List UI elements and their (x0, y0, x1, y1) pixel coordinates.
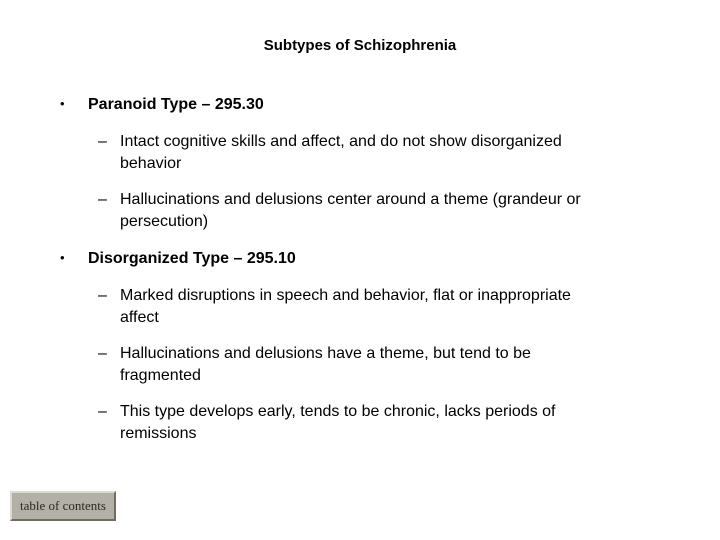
bullet-glyph: • (60, 250, 65, 265)
point-disorganized-3 (120, 401, 660, 445)
dash-glyph: – (98, 133, 107, 150)
dash-glyph: – (98, 191, 107, 208)
point-line: Hallucinations and delusions have a theme, but tend to be (120, 345, 531, 362)
dash-glyph: – (98, 345, 107, 362)
section-heading-paranoid: Paranoid Type – 295.30 (88, 96, 264, 113)
point-line: affect (120, 309, 159, 326)
point-line: Marked disruptions in speech and behavior, flat or inappropriate (120, 287, 571, 304)
slide-title: Subtypes of Schizophrenia (263, 37, 457, 54)
point-line: fragmented (120, 367, 201, 384)
point-disorganized-1 (120, 285, 660, 329)
point-line: This type develops early, tends to be chronic, lacks periods of (120, 403, 556, 420)
point-disorganized-2 (120, 343, 660, 387)
section-heading-disorganized: Disorganized Type – 295.10 (88, 250, 296, 267)
table-of-contents-button[interactable]: table of contents (10, 491, 116, 521)
point-line: Intact cognitive skills and affect, and do not show disorganized (120, 133, 562, 150)
point-line: remissions (120, 425, 197, 442)
point-line: persecution) (120, 213, 209, 230)
point-paranoid-2 (120, 189, 660, 233)
dash-glyph: – (98, 287, 107, 304)
dash-glyph: – (98, 403, 107, 420)
point-line: behavior (120, 155, 182, 172)
bullet-glyph: • (60, 96, 65, 111)
point-paranoid-1 (120, 131, 660, 175)
point-line: Hallucinations and delusions center around a theme (grandeur or (120, 191, 581, 208)
